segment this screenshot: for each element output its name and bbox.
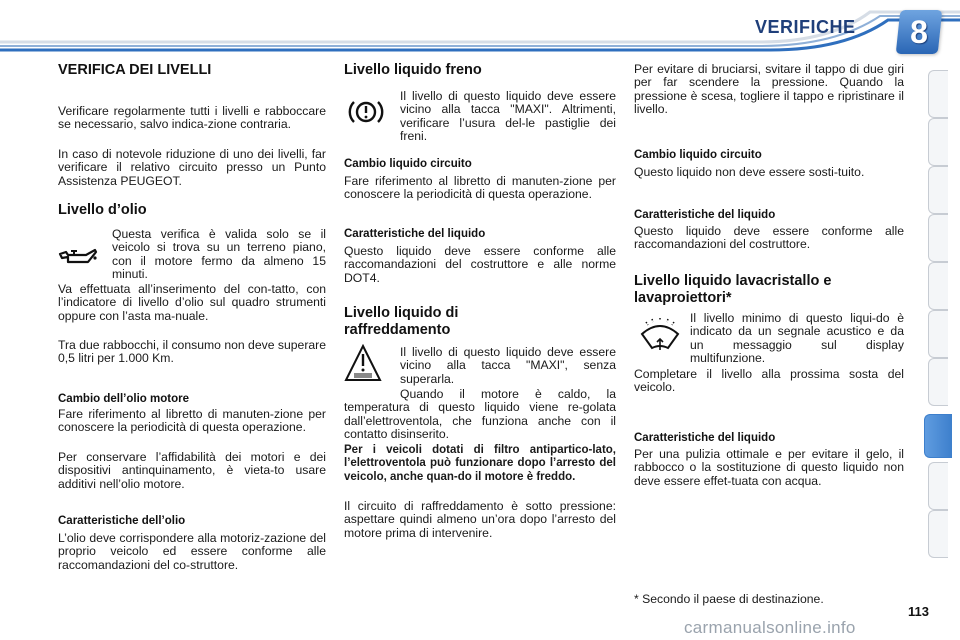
- brake-circuit-paragraph: Fare riferimento al libretto di manuten-zione per conoscere la periodicità di questa operazione.: [344, 174, 616, 202]
- brake-warning-icon: [348, 94, 384, 130]
- intro-paragraph-1: Verificare regolarmente tutti i livelli e rabboccare se necessario, salvo indica-zione contraria.: [58, 104, 326, 132]
- chapter-number: 8: [910, 14, 928, 50]
- footnote: * Secondo il paese di destinazione.: [634, 592, 824, 606]
- subtitle-coolant-circuit-change: Cambio liquido circuito: [634, 149, 762, 161]
- oil-can-icon: [58, 246, 98, 270]
- oil-paragraph-1: Va effettuata all’inserimento del con-tatto, con l’indicatore di livello d’olio sul quadro strumenti oppure con l’asta ma-nuale.: [58, 282, 326, 323]
- section-title-brake: Livello liquido freno: [344, 62, 482, 78]
- section-title-levels: VERIFICA DEI LIVELLI: [58, 62, 212, 78]
- subtitle-coolant-characteristics: Caratteristiche del liquido: [634, 209, 776, 221]
- washer-level-note: Il livello minimo di questo liqui-do è indicato da un segnale acustico e da un messaggio sul display multifunzione.: [690, 311, 904, 366]
- coolant-hot-engine-note: Quando il motore è caldo, la temperatura di questo liquido viene re-golata dall’elettroventola, che funziona anche con il contatto disinserito.: [344, 387, 616, 442]
- chapter-tab[interactable]: [928, 166, 948, 214]
- subtitle-brake-characteristics: Caratteristiche del liquido: [344, 228, 486, 240]
- chapter-tab[interactable]: [928, 310, 948, 358]
- oil-check-note: Questa verifica è valida solo se il veicolo si trova su un terreno piano, con il motore fermo da almeno 15 minuti.: [112, 227, 326, 282]
- watermark: carmanualsonline.info: [684, 618, 856, 637]
- washer-icon: [638, 316, 682, 356]
- subtitle-brake-circuit-change: Cambio liquido circuito: [344, 158, 472, 170]
- brake-characteristics-paragraph: Questo liquido deve essere conforme alle raccomandazioni del costruttore e alle norme DOT4.: [344, 244, 616, 285]
- subtitle-oil-change: Cambio dell’olio motore: [58, 393, 189, 405]
- washer-refill-paragraph: Completare il livello alla prossima sosta del veicolo.: [634, 367, 904, 395]
- chapter-badge: [896, 10, 943, 54]
- section-title-coolant: Livello liquido di raffreddamento: [344, 305, 459, 338]
- chapter-tab[interactable]: [928, 510, 948, 558]
- oil-paragraph-2: Tra due rabbocchi, il consumo non deve superare 0,5 litri per 1.000 Km.: [58, 338, 326, 366]
- page-number: 113: [908, 604, 929, 619]
- chapter-tab[interactable]: [928, 358, 948, 406]
- coolant-characteristics-paragraph: Questo liquido deve essere conforme alle raccomandazioni del costruttore.: [634, 224, 904, 252]
- coolant-pressure-paragraph: Il circuito di raffreddamento è sotto pressione: aspettare quindi almeno un’ora dopo l’arresto del motore prima di intervenire.: [344, 499, 616, 540]
- header-title: VERIFICHE: [755, 17, 856, 37]
- coolant-warning-icon: [344, 344, 382, 384]
- oil-change-paragraph-2: Per conservare l’affidabilità dei motori e dei dispositivi antinquinamento, è vieta-to usare additivi nell’olio motore.: [58, 450, 326, 491]
- coolant-cap-paragraph: Per evitare di bruciarsi, svitare il tappo di due giri per far scendere la pressione. Quando la pressione è scesa, togliere il tappo e ripristinare il livello.: [634, 62, 904, 117]
- chapter-tabs: [928, 70, 948, 570]
- washer-characteristics-paragraph: Per una pulizia ottimale e per evitare il gelo, il rabbocco o la sostituzione di questo liquido non deve essere effet-tuata con acqua.: [634, 447, 904, 488]
- section-title-washer: Livello liquido lavacristallo e lavaproiettori*: [634, 273, 832, 306]
- coolant-circuit-paragraph: Questo liquido non deve essere sosti-tuito.: [634, 165, 865, 179]
- chapter-tab[interactable]: [928, 118, 948, 166]
- chapter-tab[interactable]: [928, 462, 948, 510]
- chapter-tab[interactable]: [928, 70, 948, 118]
- chapter-tab[interactable]: [928, 262, 948, 310]
- coolant-level-note: Il livello di questo liquido deve essere vicino alla tacca "MAXI", senza superarla.: [400, 345, 616, 386]
- brake-level-note: Il livello di questo liquido deve essere vicino alla tacca "MAXI". Altrimenti, verificare l’usura del-le pastiglie dei freni.: [400, 89, 616, 144]
- chapter-tab-active[interactable]: [924, 414, 952, 458]
- intro-paragraph-2: In caso di notevole riduzione di uno dei livelli, far verificare il relativo circuito presso un Punto Assistenza PEUGEOT.: [58, 147, 326, 188]
- subtitle-oil-characteristics: Caratteristiche dell’olio: [58, 515, 186, 527]
- chapter-tab[interactable]: [928, 214, 948, 262]
- coolant-particulate-filter-warning: Per i veicoli dotati di filtro antipartico-lato, l’elettroventola può funzionare dopo l’arresto del veicolo, anche quan-do il motore è freddo.: [344, 444, 616, 483]
- oil-characteristics-paragraph: L’olio deve corrispondere alla motoriz-zazione del proprio veicolo ed essere conforme alle raccomandazioni del co-struttore.: [58, 531, 326, 572]
- oil-change-paragraph-1: Fare riferimento al libretto di manuten-zione per conoscere la periodicità di questa operazione.: [58, 407, 326, 435]
- section-title-oil: Livello d’olio: [58, 202, 147, 218]
- subtitle-washer-characteristics: Caratteristiche del liquido: [634, 432, 776, 444]
